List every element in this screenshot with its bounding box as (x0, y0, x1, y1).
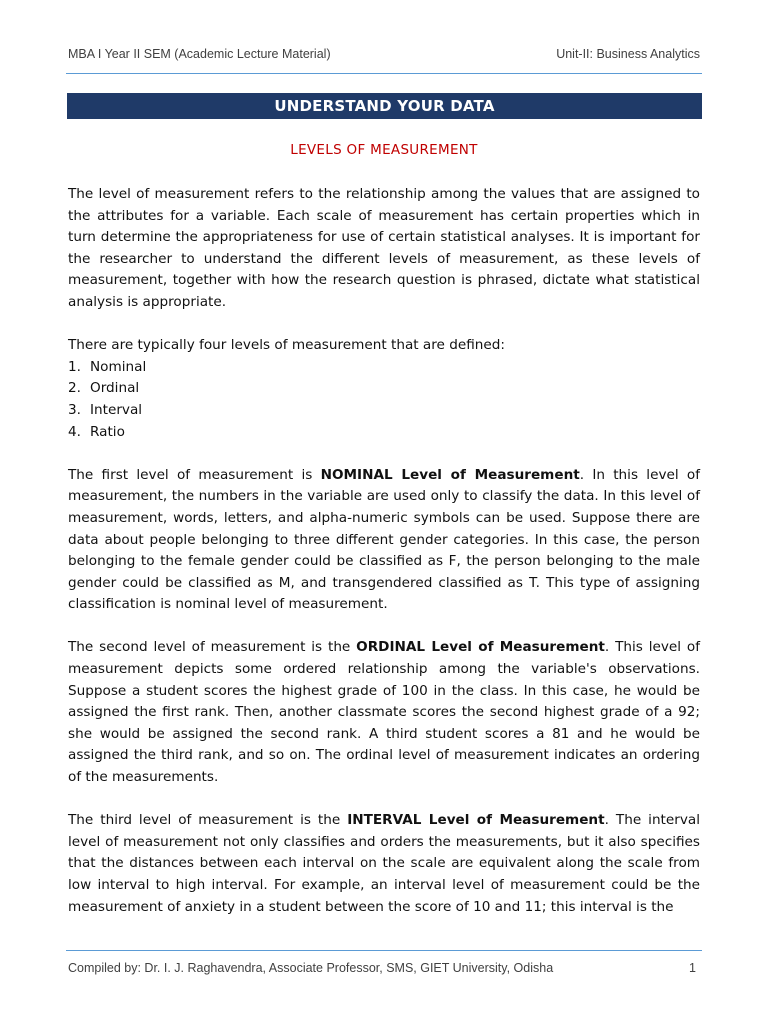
list-intro: There are typically four levels of measurement that are defined: (68, 337, 505, 354)
page-footer (68, 961, 696, 975)
interval-term: INTERVAL Level of Measurement (347, 812, 605, 829)
list-item: 4. Ratio (68, 423, 125, 440)
ordinal-term: ORDINAL Level of Measurement (356, 639, 605, 656)
section-title: UNDERSTAND YOUR DATA (274, 97, 495, 115)
list-item: 1. Nominal (68, 358, 147, 375)
intro-paragraph: The level of measurement refers to the relationship among the values that are assigned to the attributes for a variable. Each scale of measurement has certain properties which in turn determine the appropriateness for use of certain statistical analyses. It is important for the researcher to understand the different levels of measurement, as these levels of measurement, together with how the research question is phrased, dictate what statistical analysis is appropriate. (68, 186, 700, 310)
body-text (68, 184, 700, 940)
page-header (68, 47, 700, 61)
nominal-term: NOMINAL Level of Measurement (320, 466, 580, 483)
footer-author: Compiled by: Dr. I. J. Raghavendra, Associate Professor, SMS, GIET University, Odisha (68, 961, 554, 975)
nominal-paragraph: The first level of measurement is NOMINAL Level of Measurement. In this level of measurement, the numbers in the variable are used only to classify the data. In this level of measurement, words, letters, and alpha-numeric symbols can be used. Suppose there are data about people belonging to three different gender categories. In this case, the person belonging to the female gender could be classified as F, the person belonging to the male gender could be classified as M, and transgendered classified as T. This type of assigning classification is nominal level of measurement. (68, 466, 700, 613)
section-title-bar (67, 93, 702, 119)
ordinal-paragraph: The second level of measurement is the ORDINAL Level of Measurement. This level of measurement depicts some ordered relationship among the variable's observations. Suppose a student scores the highest grade of 100 in the class. In this case, he would be assigned the first rank. Then, another classmate scores the second highest grade of a 92; she would be assigned the second rank. A third student scores a 81 and he would be assigned the third rank, and so on. The ordinal level of measurement indicates an ordering of the measurements. (68, 639, 700, 786)
header-course: MBA I Year II SEM (Academic Lecture Material) (68, 47, 331, 61)
header-divider (66, 73, 702, 74)
list-item: 2. Ordinal (68, 380, 140, 397)
list-item: 3. Interval (68, 401, 143, 418)
page-number: 1 (689, 961, 696, 975)
header-unit: Unit-II: Business Analytics (556, 47, 700, 61)
section-subtitle: LEVELS OF MEASUREMENT (290, 142, 478, 158)
footer-divider (66, 950, 702, 951)
levels-list (68, 357, 700, 443)
interval-paragraph: The third level of measurement is the INTERVAL Level of Measurement. The interval level of measurement not only classifies and orders the measurements, but it also specifies that the distances between each interval on the scale are equivalent along the scale from low interval to high interval. For example, an interval level of measurement could be the measurement of anxiety in a student between the score of 10 and 11; this interval is the (68, 812, 700, 915)
